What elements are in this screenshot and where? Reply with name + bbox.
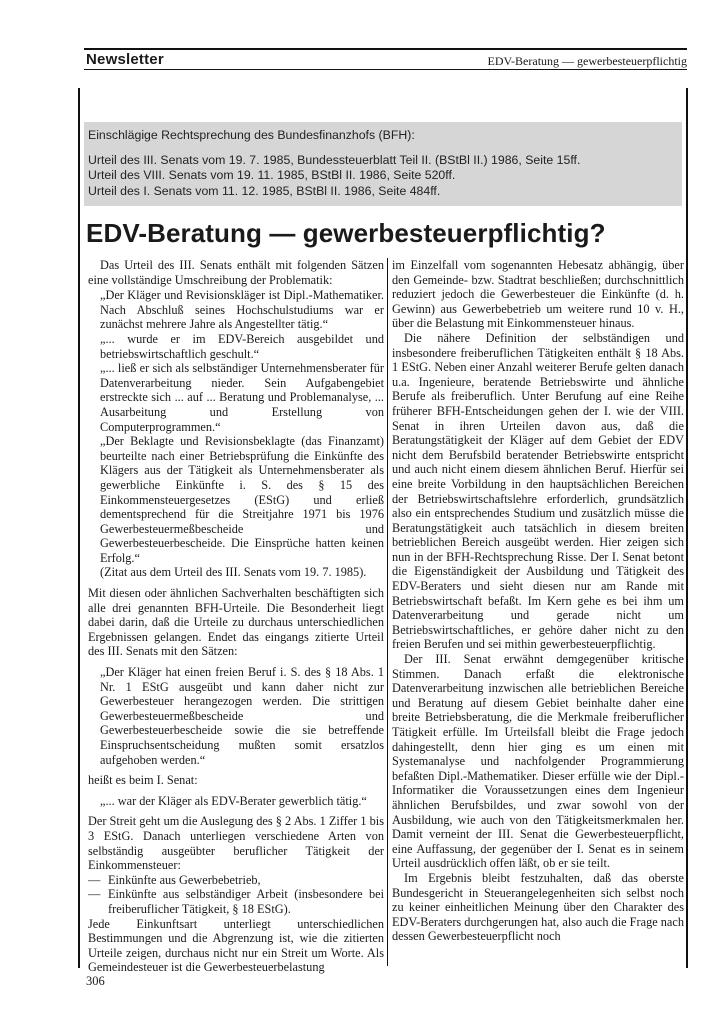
paragraph: Mit diesen oder ähnlichen Sachverhalten beschäftigten sich alle drei genannten BFH-Urteile. Die Besonderheit liegt dabei darin, daß die Urteile zu durchaus unterschiedlichen Ergebnissen gelangen. Endet das eingangs zitierte Urteil des III. Senats mit den Sätzen:	[88, 586, 384, 659]
list-dash: —	[88, 872, 101, 887]
quote: „... war der Kläger als EDV-Berater gewerblich tätig.“	[100, 793, 367, 808]
paragraph: Die nähere Definition der selbständigen und insbesondere freiberuflichen Tätigkeiten enthält § 18 Abs. 1 EStG. Neben einer Anzahl weiterer Berufe gelten danach u.a. Ingenieure, beratende Betriebswirte und ähnliche Berufe als freiberuflich. Unter Berufung auf eine Reihe früherer BFH-Entscheidungen gehen der I. wie der VIII. Senat in ihren Urteilen davon aus, daß die Beratungstätigkeit der Kläger auf dem Gebiet der EDV nicht dem Berufsbild beratender Betriebswirte entspricht und auch nicht einem diesem ähnlichen Beruf. Hierfür sei eine breite Vorbildung in den hauptsächlichen Bereichen der Betriebswirtschaftslehre erforderlich, grundsätzlich also ein entsprechendes Studium und zusätzlich müsse die Beratungstätigkeit auch tatsächlich in diesem breiten betrieblichen Bereich ausgeübt werden. Hier zeigen sich nun in der BFH-Rechtsprechung Risse. Der I. Senat betont die Eigenständigkeit der Ausbildung und Tätigkeit des EDV-Beraters und sieht diesen nur am Rande mit Betriebswirtschaft befaßt. Im Kern gehe es bei ihm um Datenverarbeitung und gerade nicht um Betriebswirtschaftliches, er gehöre daher nicht zu den freien Berufen und sei mithin gewerbesteuerpflichtig.	[392, 330, 684, 652]
quote: „Der Kläger hat einen freien Beruf i. S. des § 18 Abs. 1 Nr. 1 EStG ausgeübt und kann daher nicht zur Gewerbesteuer herangezogen werden. Die strittigen Gewerbesteuermeßbescheide und Gewerbesteuerbescheide sowie die sie betreffende Einspruchsentscheidung mußten somit ersatzlos aufgehoben werden.“	[100, 665, 384, 767]
citation: (Zitat aus dem Urteil des III. Senats vom 19. 7. 1985).	[100, 565, 367, 580]
list-dash: —	[88, 887, 101, 902]
paragraph: Der Streit geht um die Auslegung des § 2 Abs. 1 Ziffer 1 bis 3 EStG. Danach unterliegen verschiedene Arten von selbständig ausgeübter beruflicher Tätigkeit der Einkommensteuer:	[88, 814, 384, 873]
header-rule-bottom	[84, 69, 687, 70]
page-number: 306	[86, 974, 105, 988]
paragraph: Im Ergebnis bleibt festzuhalten, daß das oberste Bundesgericht in Steuerangelegenheiten sich selbst noch zu keiner einheitlichen Meinung über den Charakter des EDV-Beraters durchgerungen hat, also auch die Frage nach dessen Gewerbesteuerpflicht noch	[392, 870, 684, 944]
right-column	[392, 258, 684, 944]
newsletter-label: Newsletter	[86, 51, 164, 68]
references-heading: Einschlägige Rechtsprechung des Bundesfinanzhofs (BFH):	[88, 128, 415, 142]
article-frame-left	[78, 88, 80, 968]
list-item	[88, 887, 384, 916]
paragraph: Das Urteil des III. Senats enthält mit folgenden Sätzen eine vollständige Umschreibung der Problematik:	[88, 258, 384, 287]
column-divider	[387, 258, 388, 966]
article-frame-right	[686, 88, 688, 968]
paragraph: Jede Einkunftsart unterliegt unterschiedlichen Bestimmungen und die Abgrenzung ist, wie die zitierten Urteile zeigen, durchaus nicht nur ein Streit um Worte. Als Gemeindesteuer ist die Gewerbesteuerbelastung	[88, 916, 384, 975]
header-rule-top	[84, 48, 687, 50]
list-item-text: Einkünfte aus selbständiger Arbeit (insbesondere bei freiberuflicher Tätigkeit, § 18 EStG).	[108, 887, 384, 916]
paragraph: im Einzelfall vom sogenannten Hebesatz abhängig, über den Gemeinde- bzw. Stadtrat beschließen; durchschnittlich reduziert jedoch die Gewerbesteuer die Einkünfte (d. h. Gewinn) aus Gewerbebetrieb um weitere rund 10 v. H., über die Belastung mit Einkommensteuer hinaus.	[392, 258, 684, 331]
article-title: EDV-Beratung — gewerbesteuerpflichtig?	[86, 218, 606, 248]
left-column	[88, 258, 384, 975]
references-box	[84, 122, 682, 206]
paragraph: heißt es beim I. Senat:	[88, 773, 198, 788]
reference-item: Urteil des I. Senats vom 11. 12. 1985, BStBl II. 1986, Seite 484ff.	[88, 183, 441, 198]
list-item	[88, 873, 384, 888]
quote: „... wurde er im EDV-Bereich ausgebildet und betriebswirtschaftlich geschult.“	[100, 331, 384, 361]
reference-item: Urteil des III. Senats vom 19. 7. 1985, Bundessteuerblatt Teil II. (BStBl II.) 1986, Seite 15ff.	[88, 152, 581, 167]
running-title: EDV-Beratung — gewerbesteuerpflichtig	[487, 54, 687, 68]
quote: „Der Beklagte und Revisionsbeklagte (das Finanzamt) beurteilte nach einer Betriebsprüfung die Einkünfte des Klägers aus der Tätigkeit als Unternehmensberater als gewerbliche Einkünfte i. S. des § 15 des Einkommensteuergesetzes (EStG) und erließ dementsprechend für die Streitjahre 1971 bis 1976 Gewerbesteuermeßbescheide und Gewerbesteuerbescheide. Die Einsprüche hatten keinen Erfolg.“	[100, 434, 384, 565]
reference-item: Urteil des VIII. Senats vom 19. 11. 1985, BStBl II. 1986, Seite 520ff.	[88, 168, 456, 182]
quote: „... ließ er sich als selbständiger Unternehmensberater für Datenverarbeitung nieder. Sein Aufgabengebiet erstreckte sich ... auf ... Beratung und Problemanalyse, ... Ausarbeitung und Erstellung von Computerprogrammen.“	[100, 361, 384, 434]
quote: „Der Kläger und Revisionskläger ist Dipl.-Mathematiker. Nach Abschluß seines Hochschulstudiums war er zunächst mehrere Jahre als Angestellter tätig.“	[100, 288, 384, 332]
paragraph: Der III. Senat erwähnt demgegenüber kritische Stimmen. Danach erfaßt die elektronische Datenverarbeitung inzwischen alle betrieblichen Bereiche und Beratung auf diesem Gebiet beinhalte daher eine breite Betriebsberatung, die die Merkmale freiberuflicher Tätigkeit erfülle. Im Urteilsfall bleibt die Frage jedoch dahingestellt, denn hier ging es um einen mit Systemanalyse und nachfolgender Programmierung befaßten Dipl.-Mathematiker. Dieser erfülle wie der Dipl.-Informatiker die Voraussetzungen eines dem Ingenieur ähnlichen Berufsbildes, und zwar sowohl von der Ausbildung, wie auch von den Tätigkeitsmerkmalen her. Damit verneint der III. Senat die Gewerbesteuerpflicht, eine Auffassung, der gegenüber der I. Senat es in seinem Urteil ausdrücklich offen läßt, ob er sie teilt.	[392, 652, 684, 871]
list-item-text: Einkünfte aus Gewerbebetrieb,	[108, 872, 261, 887]
